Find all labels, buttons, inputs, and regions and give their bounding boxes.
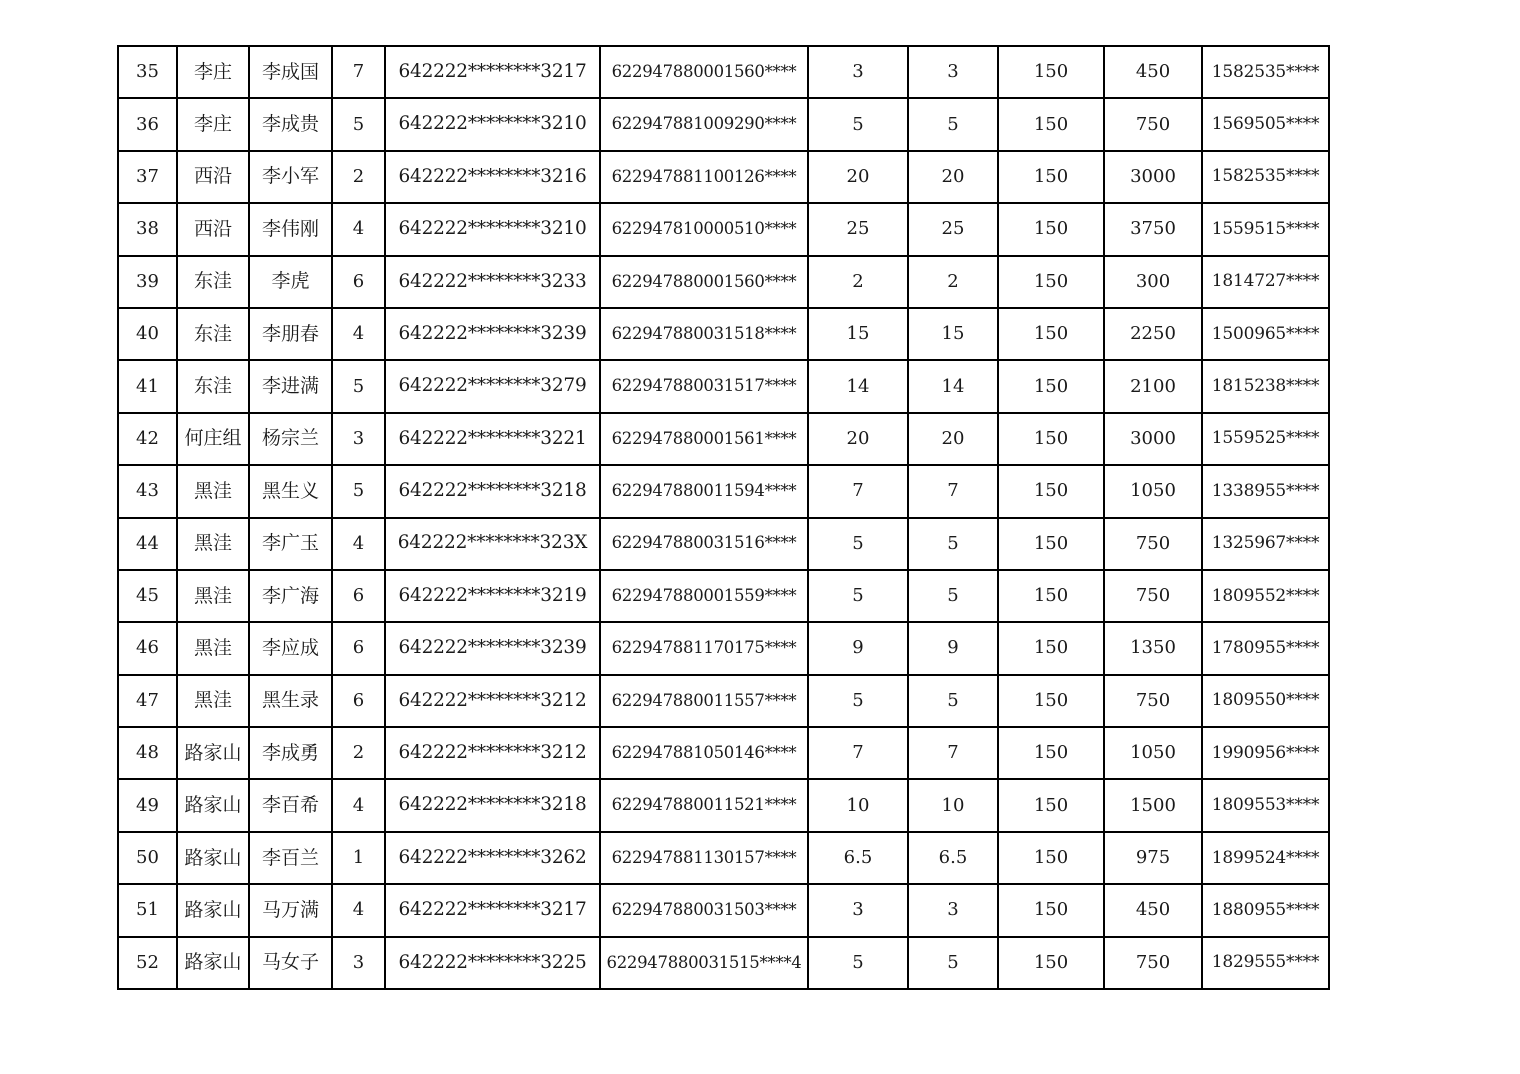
bank-card-cell: 622947880011557****	[600, 675, 808, 727]
village-group-cell: 路家山	[177, 779, 249, 831]
phone-cell: 1582535****	[1202, 46, 1329, 98]
id-number-cell: 642222********3210	[385, 203, 600, 255]
table-row	[118, 360, 1329, 412]
subsidy-amount-cell: 1050	[1104, 727, 1202, 779]
table-row	[118, 413, 1329, 465]
phone-cell: 1814727****	[1202, 256, 1329, 308]
table-row	[118, 256, 1329, 308]
village-group-cell: 路家山	[177, 884, 249, 936]
household-size-cell: 6	[332, 622, 385, 674]
name-cell: 李百希	[249, 779, 332, 831]
subsidy-amount-cell: 2250	[1104, 308, 1202, 360]
area-cell: 5	[808, 937, 908, 989]
subsidy-amount-cell: 3000	[1104, 151, 1202, 203]
bank-card-cell: 622947881170175****	[600, 622, 808, 674]
village-group-cell: 东洼	[177, 308, 249, 360]
area-cell: 5	[808, 675, 908, 727]
village-group-cell: 路家山	[177, 727, 249, 779]
village-group-cell: 黑洼	[177, 518, 249, 570]
verified-area-cell: 10	[908, 779, 998, 831]
row-number-cell: 47	[118, 675, 177, 727]
village-group-cell: 黑洼	[177, 465, 249, 517]
table-row	[118, 518, 1329, 570]
household-size-cell: 6	[332, 570, 385, 622]
subsidy-amount-cell: 300	[1104, 256, 1202, 308]
name-cell: 李进满	[249, 360, 332, 412]
verified-area-cell: 25	[908, 203, 998, 255]
phone-cell: 1899524****	[1202, 832, 1329, 884]
area-cell: 15	[808, 308, 908, 360]
subsidy-amount-cell: 1050	[1104, 465, 1202, 517]
phone-cell: 1990956****	[1202, 727, 1329, 779]
name-cell: 李小军	[249, 151, 332, 203]
unit-subsidy-cell: 150	[998, 675, 1104, 727]
unit-subsidy-cell: 150	[998, 622, 1104, 674]
bank-card-cell: 622947880011521****	[600, 779, 808, 831]
row-number-cell: 43	[118, 465, 177, 517]
household-size-cell: 4	[332, 308, 385, 360]
village-group-cell: 路家山	[177, 832, 249, 884]
area-cell: 9	[808, 622, 908, 674]
verified-area-cell: 9	[908, 622, 998, 674]
verified-area-cell: 7	[908, 727, 998, 779]
bank-card-cell: 622947880001560****	[600, 46, 808, 98]
area-cell: 7	[808, 727, 908, 779]
verified-area-cell: 14	[908, 360, 998, 412]
verified-area-cell: 20	[908, 151, 998, 203]
id-number-cell: 642222********3221	[385, 413, 600, 465]
village-group-cell: 黑洼	[177, 570, 249, 622]
id-number-cell: 642222********3218	[385, 465, 600, 517]
area-cell: 3	[808, 46, 908, 98]
name-cell: 李虎	[249, 256, 332, 308]
bank-card-cell: 622947880031518****	[600, 308, 808, 360]
verified-area-cell: 5	[908, 570, 998, 622]
subsidy-amount-cell: 450	[1104, 884, 1202, 936]
bank-card-cell: 622947880031503****	[600, 884, 808, 936]
name-cell: 李成贵	[249, 98, 332, 150]
unit-subsidy-cell: 150	[998, 465, 1104, 517]
name-cell: 李成勇	[249, 727, 332, 779]
unit-subsidy-cell: 150	[998, 46, 1104, 98]
table-row	[118, 832, 1329, 884]
household-size-cell: 5	[332, 465, 385, 517]
name-cell: 杨宗兰	[249, 413, 332, 465]
unit-subsidy-cell: 150	[998, 518, 1104, 570]
bank-card-cell: 622947880031517****	[600, 360, 808, 412]
table-row	[118, 622, 1329, 674]
verified-area-cell: 5	[908, 937, 998, 989]
id-number-cell: 642222********3212	[385, 727, 600, 779]
area-cell: 10	[808, 779, 908, 831]
subsidy-amount-cell: 1350	[1104, 622, 1202, 674]
id-number-cell: 642222********3279	[385, 360, 600, 412]
id-number-cell: 642222********323X	[385, 518, 600, 570]
phone-cell: 1338955****	[1202, 465, 1329, 517]
id-number-cell: 642222********3218	[385, 779, 600, 831]
village-group-cell: 路家山	[177, 937, 249, 989]
name-cell: 马女子	[249, 937, 332, 989]
phone-cell: 1809553****	[1202, 779, 1329, 831]
row-number-cell: 48	[118, 727, 177, 779]
verified-area-cell: 5	[908, 518, 998, 570]
household-size-cell: 7	[332, 46, 385, 98]
phone-cell: 1559515****	[1202, 203, 1329, 255]
row-number-cell: 44	[118, 518, 177, 570]
household-size-cell: 3	[332, 937, 385, 989]
row-number-cell: 51	[118, 884, 177, 936]
id-number-cell: 642222********3262	[385, 832, 600, 884]
table-row	[118, 46, 1329, 98]
unit-subsidy-cell: 150	[998, 727, 1104, 779]
row-number-cell: 37	[118, 151, 177, 203]
bank-card-cell: 622947881009290****	[600, 98, 808, 150]
row-number-cell: 49	[118, 779, 177, 831]
area-cell: 5	[808, 518, 908, 570]
id-number-cell: 642222********3210	[385, 98, 600, 150]
subsidy-amount-cell: 750	[1104, 937, 1202, 989]
area-cell: 3	[808, 884, 908, 936]
area-cell: 20	[808, 413, 908, 465]
row-number-cell: 40	[118, 308, 177, 360]
row-number-cell: 41	[118, 360, 177, 412]
area-cell: 20	[808, 151, 908, 203]
id-number-cell: 642222********3239	[385, 622, 600, 674]
subsidy-amount-cell: 750	[1104, 98, 1202, 150]
village-group-cell: 黑洼	[177, 622, 249, 674]
household-size-cell: 2	[332, 151, 385, 203]
row-number-cell: 36	[118, 98, 177, 150]
table-row	[118, 727, 1329, 779]
unit-subsidy-cell: 150	[998, 413, 1104, 465]
village-group-cell: 西沿	[177, 203, 249, 255]
phone-cell: 1809550****	[1202, 675, 1329, 727]
area-cell: 14	[808, 360, 908, 412]
bank-card-cell: 622947880031516****	[600, 518, 808, 570]
verified-area-cell: 2	[908, 256, 998, 308]
id-number-cell: 642222********3212	[385, 675, 600, 727]
verified-area-cell: 15	[908, 308, 998, 360]
subsidy-amount-cell: 975	[1104, 832, 1202, 884]
name-cell: 黑生录	[249, 675, 332, 727]
row-number-cell: 45	[118, 570, 177, 622]
id-number-cell: 642222********3239	[385, 308, 600, 360]
bank-card-cell: 622947880001560****	[600, 256, 808, 308]
village-group-cell: 黑洼	[177, 675, 249, 727]
bank-card-cell: 622947810000510****	[600, 203, 808, 255]
bank-card-cell: 622947881100126****	[600, 151, 808, 203]
household-size-cell: 4	[332, 779, 385, 831]
phone-cell: 1325967****	[1202, 518, 1329, 570]
bank-card-cell: 622947881050146****	[600, 727, 808, 779]
unit-subsidy-cell: 150	[998, 203, 1104, 255]
id-number-cell: 642222********3217	[385, 884, 600, 936]
subsidy-amount-cell: 1500	[1104, 779, 1202, 831]
id-number-cell: 642222********3233	[385, 256, 600, 308]
unit-subsidy-cell: 150	[998, 884, 1104, 936]
table-body	[118, 46, 1329, 989]
household-size-cell: 6	[332, 675, 385, 727]
unit-subsidy-cell: 150	[998, 832, 1104, 884]
phone-cell: 1582535****	[1202, 151, 1329, 203]
phone-cell: 1780955****	[1202, 622, 1329, 674]
household-size-cell: 2	[332, 727, 385, 779]
table-row	[118, 465, 1329, 517]
verified-area-cell: 5	[908, 675, 998, 727]
bank-card-cell: 622947880001559****	[600, 570, 808, 622]
phone-cell: 1809552****	[1202, 570, 1329, 622]
village-group-cell: 李庄	[177, 46, 249, 98]
table-row	[118, 884, 1329, 936]
table-row	[118, 779, 1329, 831]
bank-card-cell: 622947880001561****	[600, 413, 808, 465]
area-cell: 5	[808, 98, 908, 150]
village-group-cell: 西沿	[177, 151, 249, 203]
unit-subsidy-cell: 150	[998, 570, 1104, 622]
row-number-cell: 50	[118, 832, 177, 884]
row-number-cell: 38	[118, 203, 177, 255]
row-number-cell: 39	[118, 256, 177, 308]
phone-cell: 1500965****	[1202, 308, 1329, 360]
subsidy-amount-cell: 750	[1104, 675, 1202, 727]
name-cell: 李广海	[249, 570, 332, 622]
bank-card-cell: 622947880011594****	[600, 465, 808, 517]
verified-area-cell: 6.5	[908, 832, 998, 884]
household-size-cell: 4	[332, 518, 385, 570]
id-number-cell: 642222********3219	[385, 570, 600, 622]
phone-cell: 1815238****	[1202, 360, 1329, 412]
name-cell: 李朋春	[249, 308, 332, 360]
table-row	[118, 151, 1329, 203]
phone-cell: 1569505****	[1202, 98, 1329, 150]
area-cell: 7	[808, 465, 908, 517]
name-cell: 李广玉	[249, 518, 332, 570]
subsidy-amount-cell: 450	[1104, 46, 1202, 98]
household-size-cell: 6	[332, 256, 385, 308]
verified-area-cell: 3	[908, 46, 998, 98]
village-group-cell: 东洼	[177, 256, 249, 308]
table-row	[118, 937, 1329, 989]
household-size-cell: 5	[332, 360, 385, 412]
area-cell: 25	[808, 203, 908, 255]
name-cell: 李应成	[249, 622, 332, 674]
beneficiary-table	[117, 45, 1330, 990]
verified-area-cell: 20	[908, 413, 998, 465]
name-cell: 马万满	[249, 884, 332, 936]
id-number-cell: 642222********3217	[385, 46, 600, 98]
household-size-cell: 5	[332, 98, 385, 150]
household-size-cell: 4	[332, 203, 385, 255]
unit-subsidy-cell: 150	[998, 98, 1104, 150]
area-cell: 6.5	[808, 832, 908, 884]
subsidy-amount-cell: 750	[1104, 518, 1202, 570]
row-number-cell: 46	[118, 622, 177, 674]
area-cell: 5	[808, 570, 908, 622]
village-group-cell: 何庄组	[177, 413, 249, 465]
row-number-cell: 42	[118, 413, 177, 465]
name-cell: 李百兰	[249, 832, 332, 884]
verified-area-cell: 3	[908, 884, 998, 936]
verified-area-cell: 5	[908, 98, 998, 150]
row-number-cell: 52	[118, 937, 177, 989]
table-row	[118, 570, 1329, 622]
id-number-cell: 642222********3216	[385, 151, 600, 203]
bank-card-cell: 622947880031515****4	[600, 937, 808, 989]
phone-cell: 1880955****	[1202, 884, 1329, 936]
name-cell: 李伟刚	[249, 203, 332, 255]
row-number-cell: 35	[118, 46, 177, 98]
bank-card-cell: 622947881130157****	[600, 832, 808, 884]
unit-subsidy-cell: 150	[998, 151, 1104, 203]
subsidy-amount-cell: 3000	[1104, 413, 1202, 465]
village-group-cell: 李庄	[177, 98, 249, 150]
unit-subsidy-cell: 150	[998, 308, 1104, 360]
subsidy-amount-cell: 3750	[1104, 203, 1202, 255]
table-row	[118, 308, 1329, 360]
household-size-cell: 1	[332, 832, 385, 884]
unit-subsidy-cell: 150	[998, 779, 1104, 831]
area-cell: 2	[808, 256, 908, 308]
household-size-cell: 4	[332, 884, 385, 936]
table-row	[118, 98, 1329, 150]
table-row	[118, 203, 1329, 255]
verified-area-cell: 7	[908, 465, 998, 517]
phone-cell: 1829555****	[1202, 937, 1329, 989]
name-cell: 李成国	[249, 46, 332, 98]
unit-subsidy-cell: 150	[998, 256, 1104, 308]
name-cell: 黑生义	[249, 465, 332, 517]
subsidy-amount-cell: 2100	[1104, 360, 1202, 412]
subsidy-amount-cell: 750	[1104, 570, 1202, 622]
phone-cell: 1559525****	[1202, 413, 1329, 465]
village-group-cell: 东洼	[177, 360, 249, 412]
table-row	[118, 675, 1329, 727]
unit-subsidy-cell: 150	[998, 937, 1104, 989]
unit-subsidy-cell: 150	[998, 360, 1104, 412]
id-number-cell: 642222********3225	[385, 937, 600, 989]
household-size-cell: 3	[332, 413, 385, 465]
